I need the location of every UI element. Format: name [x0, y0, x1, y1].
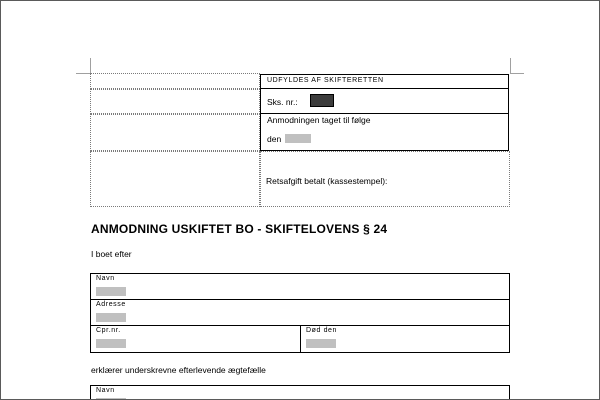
fee-label: Retsafgift betalt (kassestempel):: [266, 176, 388, 186]
crop-mark-top-right: [510, 58, 511, 73]
top-left-cell-1: [90, 73, 260, 89]
document-page: [1, 1, 599, 399]
spouse-info-table: [90, 385, 510, 400]
request-granted-label: Anmodningen taget til følge: [267, 115, 371, 125]
date-label: den: [267, 134, 282, 144]
court-box-divider-1: [260, 88, 509, 89]
court-box-divider-2: [260, 113, 509, 114]
estate-of-label: I boet efter: [91, 249, 132, 259]
spouse-name-label: Navn: [96, 387, 115, 394]
deceased-col-divider: [300, 325, 301, 353]
crop-mark-right: [510, 73, 524, 74]
top-left-cell-3: [90, 114, 260, 151]
top-left-cell-4: [90, 151, 260, 207]
deceased-name-field[interactable]: [96, 287, 126, 296]
deceased-address-label: Adresse: [96, 301, 126, 308]
top-left-cell-2: [90, 89, 260, 114]
deceased-cpr-field[interactable]: [96, 339, 126, 348]
deceased-row-divider-1: [90, 299, 510, 300]
date-field[interactable]: [285, 134, 311, 143]
deceased-death-date-label: Død den: [306, 327, 338, 334]
case-number-label: Sks. nr.:: [267, 97, 298, 107]
deceased-address-field[interactable]: [96, 313, 126, 322]
declares-label: erklærer underskrevne efterlevende ægtefælle: [91, 365, 266, 375]
form-title: ANMODNING USKIFTET BO - SKIFTELOVENS § 24: [91, 222, 388, 236]
crop-mark-top-left: [90, 58, 91, 73]
crop-mark-left: [76, 73, 90, 74]
deceased-death-date-field[interactable]: [306, 339, 336, 348]
deceased-name-label: Navn: [96, 275, 115, 282]
case-number-field[interactable]: [310, 94, 334, 107]
deceased-cpr-label: Cpr.nr.: [96, 327, 121, 334]
court-box-header: UDFYLDES AF SKIFTERETTEN: [267, 77, 384, 84]
